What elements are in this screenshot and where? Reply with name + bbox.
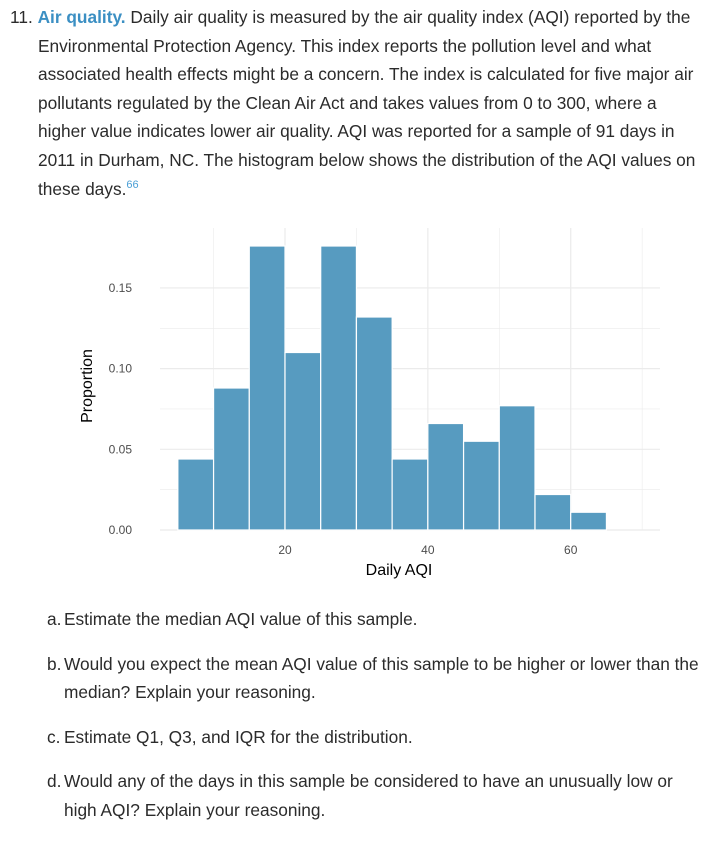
x-tick-label: 40 — [421, 543, 435, 557]
histogram-bar — [214, 388, 250, 530]
histogram-bar — [535, 495, 571, 531]
y-tick-label: 0.05 — [108, 442, 132, 457]
histogram-bar — [356, 317, 392, 530]
question-label: a. — [47, 609, 62, 629]
question-text: Would any of the days in this sample be considered to have an unusually low or high AQI? Explain your reasoning. — [64, 771, 673, 820]
problem-title: Air quality. — [37, 7, 126, 27]
question-label: b. — [47, 653, 62, 674]
y-tick-label: 0.15 — [108, 280, 132, 295]
histogram-bar — [499, 406, 535, 530]
x-tick-label: 60 — [564, 543, 578, 557]
question-d — [47, 767, 702, 824]
problem-number: 11. — [10, 7, 33, 27]
histogram-bar — [428, 424, 464, 531]
histogram-bar — [321, 246, 357, 530]
histogram-bar — [285, 353, 321, 531]
y-tick-label: 0.00 — [108, 523, 132, 537]
histogram-bar — [178, 459, 214, 530]
histogram-bar — [464, 441, 500, 530]
problem-text — [10, 3, 700, 203]
question-text: Estimate the median AQI value of this sample. — [64, 609, 418, 629]
histogram-bar — [249, 246, 285, 530]
question-a — [47, 605, 702, 634]
question-b — [47, 650, 702, 707]
question-label: d. — [47, 771, 62, 792]
x-tick-label: 20 — [278, 543, 292, 557]
question-text: Would you expect the mean AQI value of this sample to be higher or lower than the median? Explain your reasoning. — [64, 653, 699, 703]
histogram-bar — [571, 512, 607, 530]
y-tick-labels — [109, 281, 133, 537]
aqi-histogram — [70, 220, 670, 585]
question-c — [47, 723, 702, 752]
question-text: Estimate Q1, Q3, and IQR for the distribution. — [64, 726, 413, 747]
problem-body: Daily air quality is measured by the air quality index (AQI) reported by the Environmental Protection Agency. This index reports the pollution level and what associated health effects might be a concern. The index is calculated for five major air pollutants regulated by the Clean Air Act and takes values from 0 to 300, where a higher value indicates lower air quality. AQI was reported for a sample of 91 days in 2011 in Durham, NC. The histogram below shows the distribution of the AQI values on these days. — [38, 7, 696, 199]
question-list — [47, 605, 702, 841]
y-axis-title: Proportion — [79, 349, 96, 423]
x-axis-title: Daily AQI — [365, 562, 433, 579]
footnote-ref[interactable]: 66 — [126, 178, 139, 191]
question-label: c. — [47, 726, 61, 747]
y-tick-label: 0.10 — [108, 361, 132, 376]
histogram-bars — [178, 246, 607, 530]
x-tick-labels — [278, 543, 577, 557]
histogram-bar — [392, 459, 428, 530]
